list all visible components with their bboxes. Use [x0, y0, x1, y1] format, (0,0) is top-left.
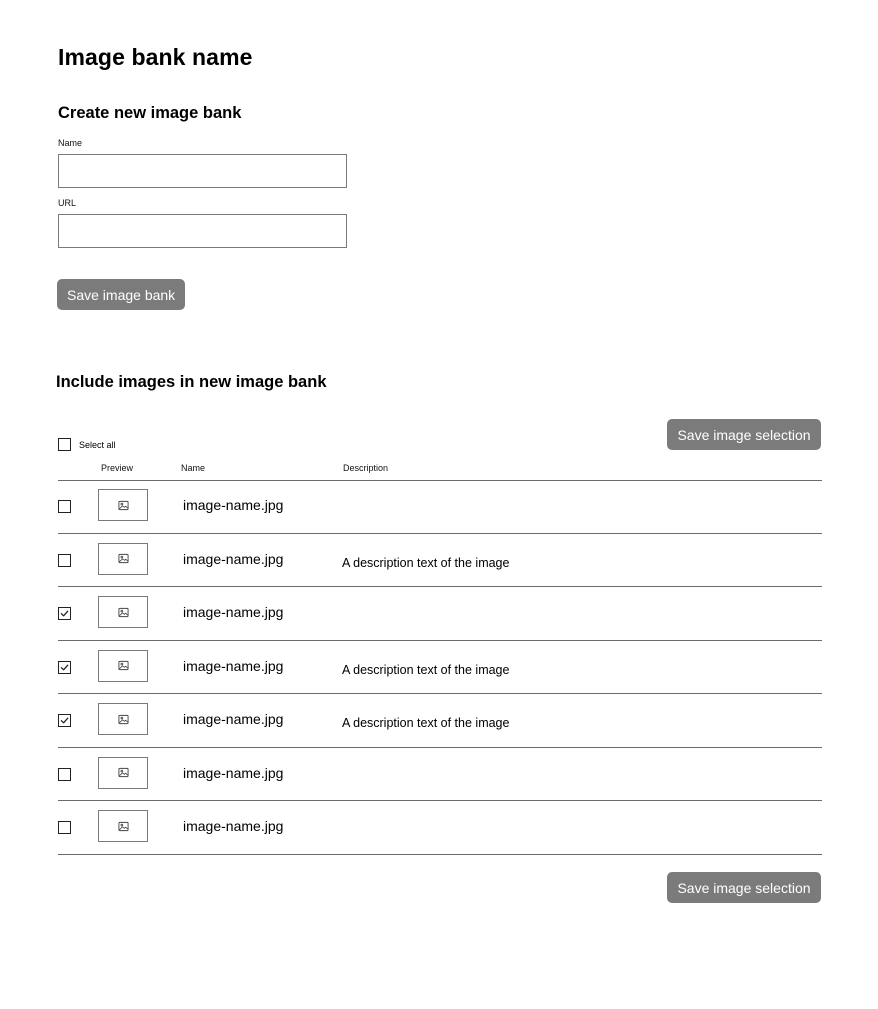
name-field[interactable] [58, 154, 347, 188]
table-row [58, 641, 822, 695]
image-file-name: image-name.jpg [183, 711, 284, 727]
row-checkbox[interactable] [58, 661, 71, 674]
image-file-name: image-name.jpg [183, 764, 284, 781]
image-file-name: image-name.jpg [183, 497, 284, 513]
select-all-checkbox[interactable] [58, 438, 71, 451]
image-preview[interactable] [98, 543, 148, 575]
row-checkbox[interactable] [58, 768, 71, 781]
row-checkbox[interactable] [58, 714, 71, 727]
table-row [58, 694, 822, 748]
table-row [58, 534, 822, 588]
image-file-name: image-name.jpg [183, 818, 284, 834]
image-file-name: image-name.jpg [183, 657, 284, 674]
image-icon [118, 660, 129, 671]
create-section-title: Create new image bank [58, 104, 242, 122]
include-section-title: Include images in new image bank [56, 373, 327, 391]
image-description: A description text of the image [342, 662, 510, 677]
row-checkbox[interactable] [58, 607, 71, 620]
table-row [58, 480, 822, 534]
column-header-name: Name [181, 463, 206, 473]
image-icon [118, 821, 129, 832]
column-header-description: Description [343, 463, 389, 473]
table-row [58, 748, 822, 802]
column-header-preview: Preview [101, 463, 134, 473]
save-image-selection-button-top[interactable]: Save image selection [667, 419, 821, 450]
image-file-name: image-name.jpg [183, 550, 284, 567]
row-checkbox[interactable] [58, 821, 71, 834]
table-row [58, 801, 822, 855]
image-description: A description text of the image [342, 555, 510, 570]
page-title: Image bank name [58, 44, 253, 70]
image-file-name: image-name.jpg [183, 604, 284, 620]
save-image-bank-button[interactable]: Save image bank [57, 279, 185, 310]
checkmark-icon [60, 716, 69, 725]
url-field-label: URL [58, 198, 77, 208]
name-field-label: Name [58, 138, 83, 148]
row-checkbox[interactable] [58, 554, 71, 567]
image-icon [118, 714, 129, 725]
table-row [58, 587, 822, 641]
image-preview[interactable] [98, 703, 148, 735]
image-icon [118, 500, 129, 511]
image-preview[interactable] [98, 650, 148, 682]
image-icon [118, 607, 129, 618]
image-icon [118, 767, 129, 778]
url-field[interactable] [58, 214, 347, 248]
select-all-label: Select all [79, 440, 116, 450]
image-preview[interactable] [98, 810, 148, 842]
image-preview[interactable] [98, 596, 148, 628]
row-checkbox[interactable] [58, 500, 71, 513]
save-image-selection-button-bottom[interactable]: Save image selection [667, 872, 821, 903]
image-preview[interactable] [98, 757, 148, 789]
image-icon [118, 553, 129, 564]
image-description: A description text of the image [342, 716, 510, 730]
checkmark-icon [60, 663, 69, 672]
image-preview[interactable] [98, 489, 148, 521]
checkmark-icon [60, 609, 69, 618]
